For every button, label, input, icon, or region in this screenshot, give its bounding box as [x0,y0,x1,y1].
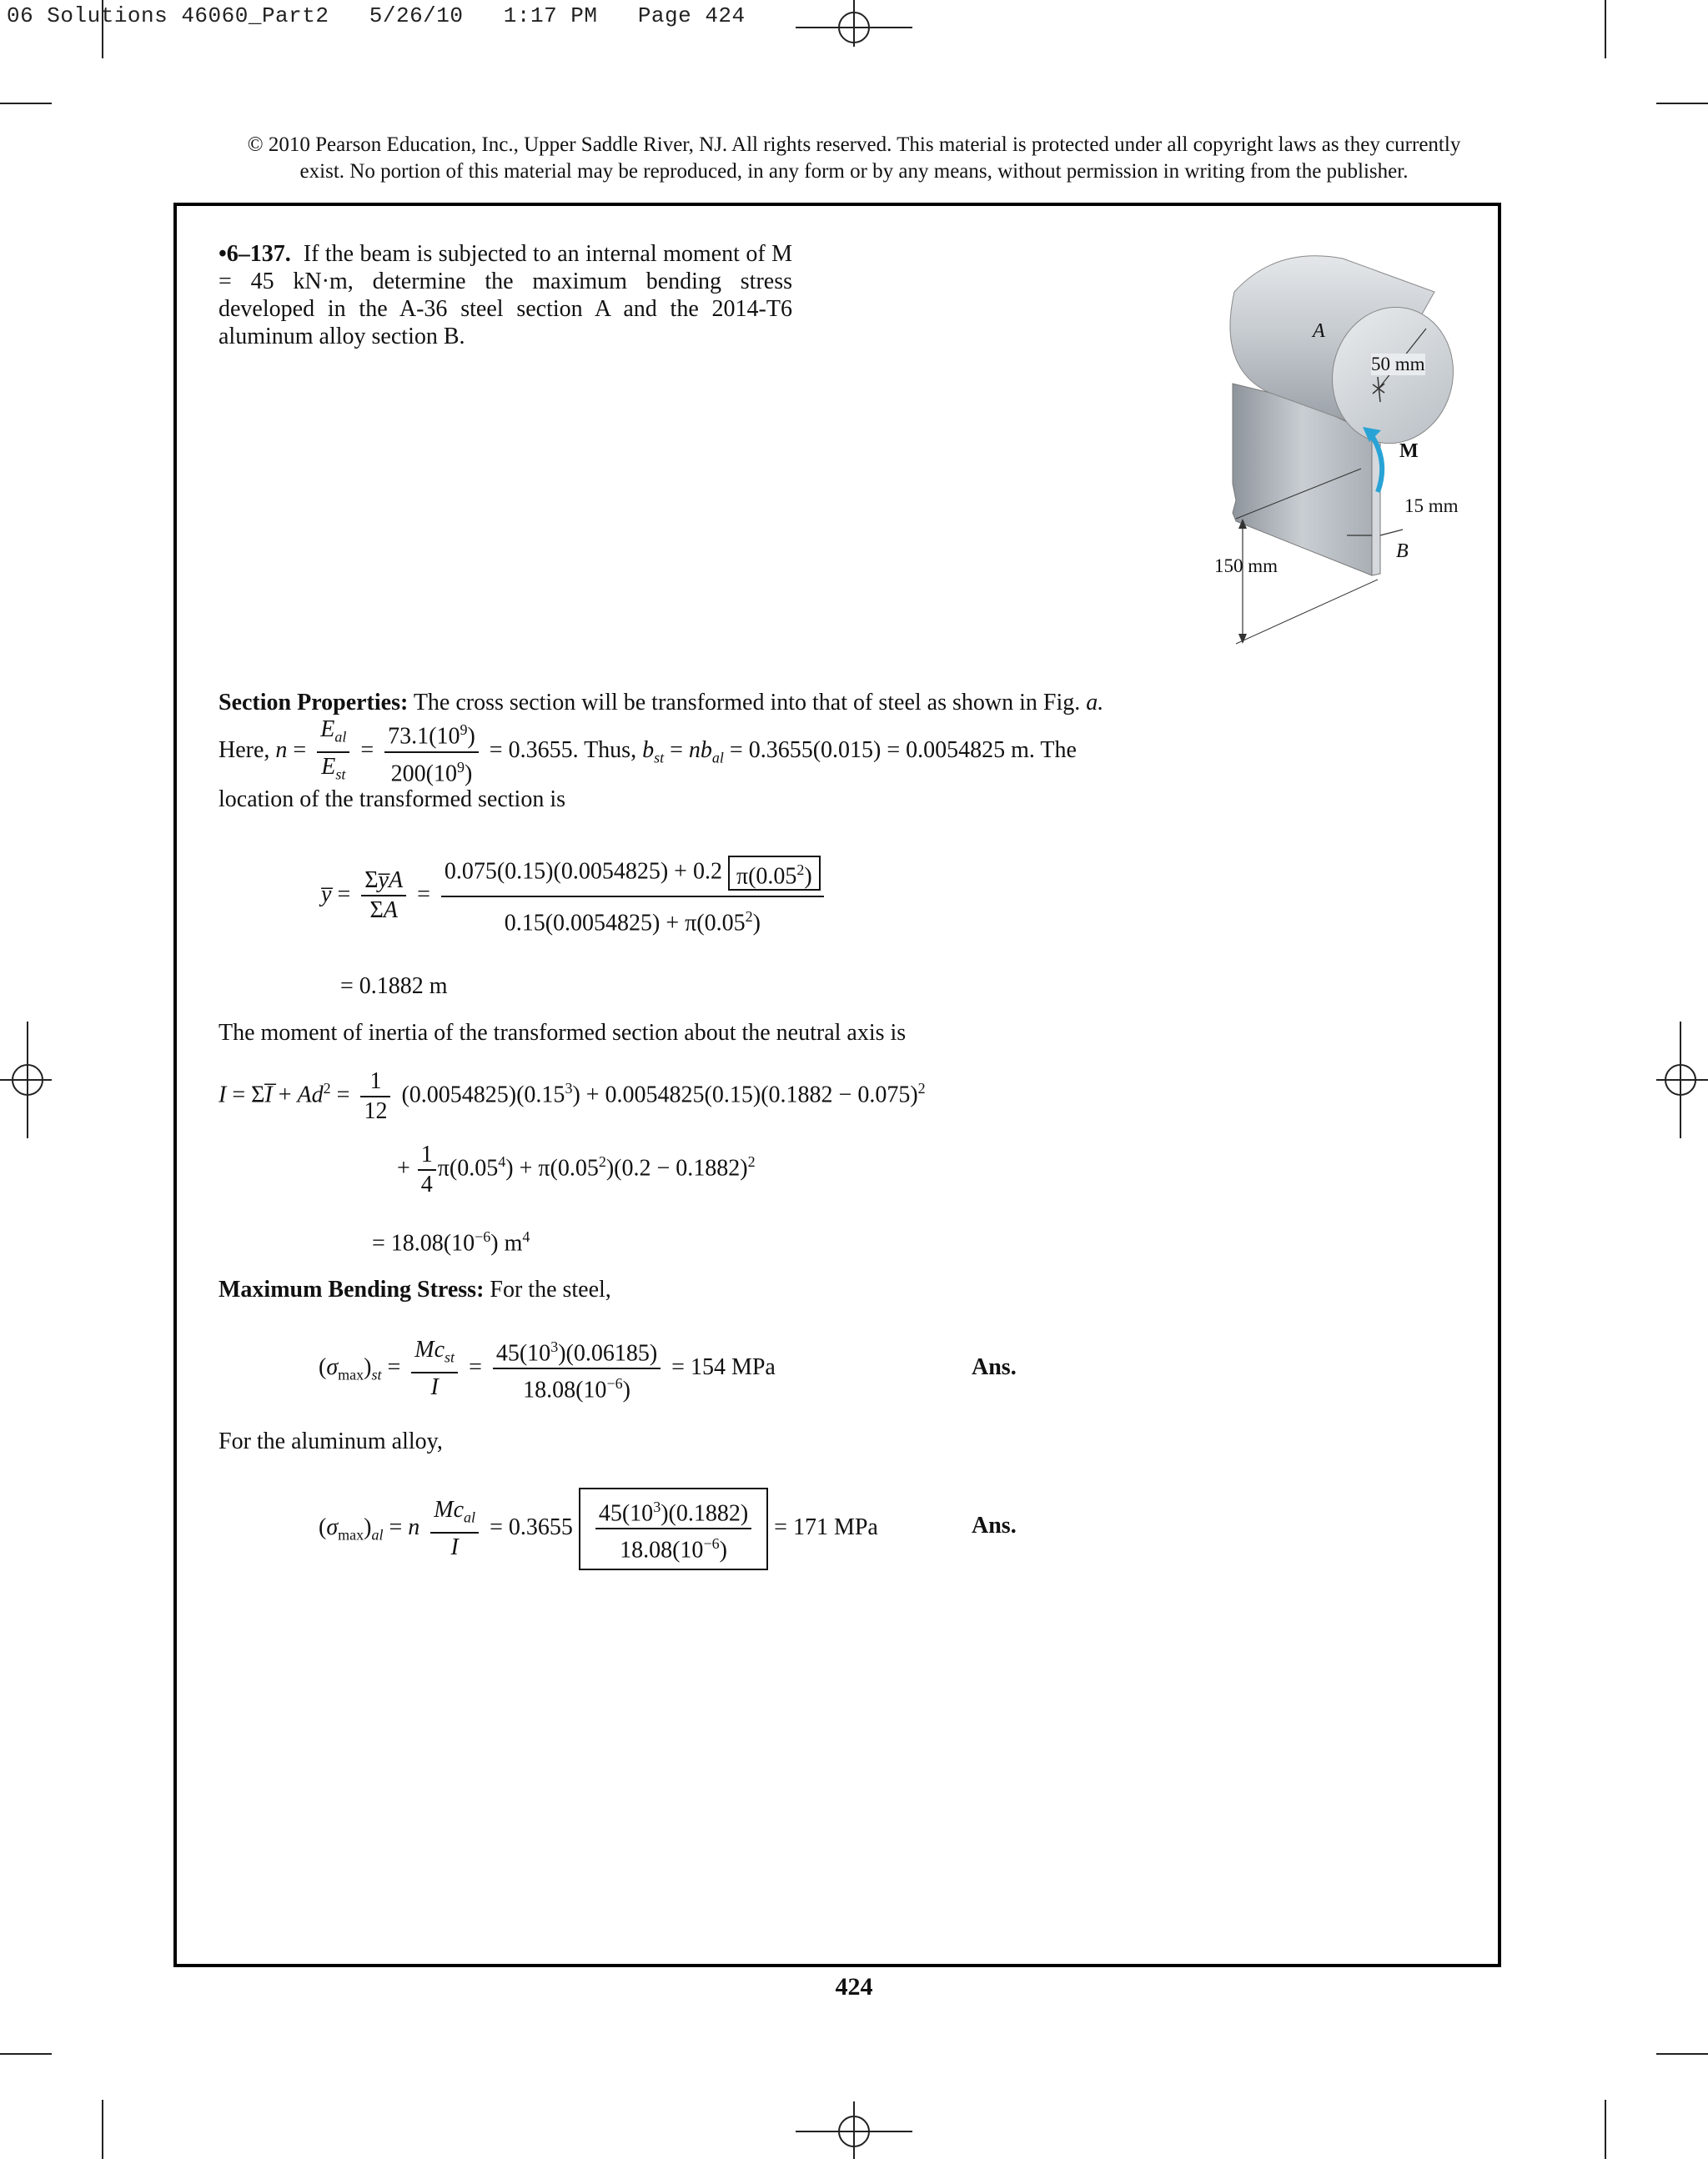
figure-label-a: A [1313,320,1325,342]
ratio-value-fraction: $\frac{73.1(10^9)}{200(10^9)}$ [384,717,479,786]
modular-ratio-equation: Here, n = $\frac{E_{al}}{E_{st}}$ = $\frac{73.1(10^9)}{200(10^9)}$ = 0.3655. Thus, $b_{st} = nb_{al} = 0.3655(0.015) = 0.0054825$ m. The [219,716,1077,786]
inertia-equation-line-1: I = ΣI̅ + $Ad^2$ = $\frac{1}{12}$ $(0.0054825)(0.15^3) + 0.0054825(0.15)(0.1882 - 0.075)^2$ [219,1068,926,1124]
figure-label-height: 150 mm [1214,555,1278,576]
steel-answer-label: Ans. [972,1354,1017,1380]
max-stress-intro: Maximum Bending Stress: For the steel, [219,1277,611,1303]
inertia-equation-line-2: + $\frac{1}{4}$ $\pi(0.05^4) + \pi(0.05^2)(0.2 - 0.1882)^2$ [397,1142,756,1197]
aluminum-answer-label: Ans. [972,1513,1017,1539]
ratio-e-fraction: $\frac{E_{al}}{E_{st}}$ [317,717,349,786]
aluminum-stress-equation: $(\sigma_{max})_{al} = n$ $\frac{Mc_{al}}{I}$ = 0.3655 $\frac{45(10^3)(0.1882)}{18.08(10^{-6})}$ = 171 MPa [319,1488,878,1570]
centroid-equation: y̅ = $\frac{\Sigma y̅A}{\Sigma A}$ = $\frac{0.075(0.15)(0.0054825) + 0.2 \pi(0.05^2)}{0.15(0.0054825) + \pi(0.05^2)}$ [321,856,829,936]
print-slug: 06 Solutions 46060_Part2 5/26/10 1:17 PM Page 424 [7,3,746,28]
problem-statement [219,240,792,350]
copyright-line-2: exist. No portion of this material may be reproduced, in any form or by any means, without permission in writing from the publisher. [299,160,1409,183]
centroid-fraction: $\frac{0.075(0.15)(0.0054825) + 0.2 \pi(0.05^2)}{0.15(0.0054825) + \pi(0.05^2)}$ [441,856,824,936]
inertia-result: = $18.08(10^{-6})$ $m^4$ [372,1228,530,1257]
figure-label-b: B [1396,540,1409,562]
figure-label-m: M [1399,440,1419,462]
problem-number: •6–137. [219,241,291,267]
figure-label-radius: 50 mm [1371,354,1425,374]
centroid-result: = 0.1882 m [340,973,448,999]
problem-text: If the beam is subjected to an internal moment of M = 45 kN·m, determine the maximum bending stress developed in the A-36 steel section A and the 2014-T6 aluminum alloy section B. [219,241,793,349]
figure-label-thickness: 15 mm [1404,495,1459,516]
copyright-notice [0,132,1708,185]
max-stress-heading: Maximum Bending Stress: [219,1277,485,1303]
aluminum-intro: For the aluminum alloy, [219,1428,443,1454]
location-text: location of the transformed section is [219,786,565,812]
inertia-intro: The moment of inertia of the transformed section about the neutral axis is [219,1020,907,1046]
section-properties-heading: Section Properties: [219,690,409,715]
section-properties-intro: Section Properties: The cross section will be transformed into that of steel as shown in Fig. a. [219,690,1104,715]
page-number: 424 [835,1973,873,2001]
copyright-line-1: © 2010 Pearson Education, Inc., Upper Saddle River, NJ. All rights reserved. This material is protected under all copyright laws as they currently [247,133,1461,156]
steel-stress-equation: $(\sigma_{max})_{st}$ = $\frac{Mc_{st}}{I}$ = $\frac{45(10^3)(0.06185)}{18.08(10^{-6})}$ = 154 MPa [319,1334,776,1403]
beam-figure [1184,242,1484,659]
